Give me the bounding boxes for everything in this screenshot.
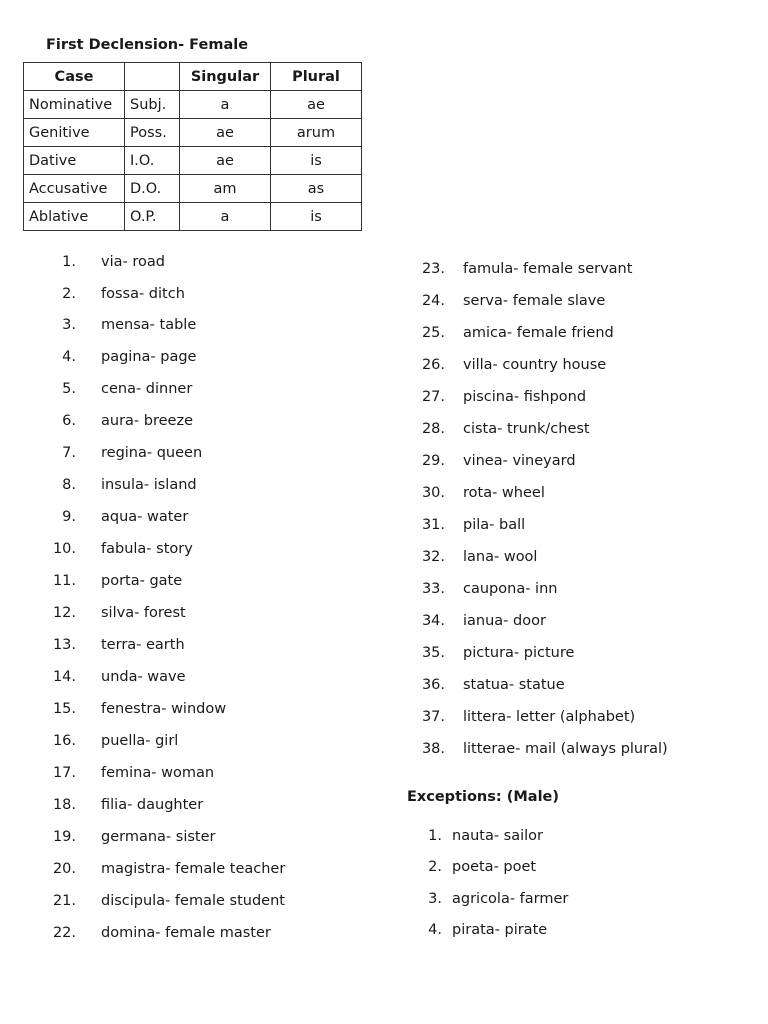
item-number: 9.	[62, 509, 76, 525]
item-text: regina- queen	[101, 445, 203, 461]
item-text: villa- country house	[463, 357, 607, 373]
column-header-case: Case	[24, 63, 125, 91]
role-cell: Poss.	[125, 119, 180, 147]
item-number: 7.	[62, 445, 76, 461]
item-text: amica- female friend	[463, 325, 614, 341]
item-text: porta- gate	[101, 573, 183, 589]
item-number: 8.	[62, 477, 76, 493]
item-number: 18.	[52, 797, 76, 813]
case-cell: Accusative	[24, 175, 125, 203]
declension-table	[23, 62, 362, 231]
case-cell: Ablative	[24, 203, 125, 231]
item-number: 13.	[52, 637, 76, 653]
item-number: 2.	[428, 859, 442, 875]
item-text: pagina- page	[101, 349, 197, 365]
item-text: domina- female master	[101, 925, 271, 941]
role-cell: D.O.	[125, 175, 180, 203]
item-number: 19.	[52, 829, 76, 845]
table-header-row	[24, 63, 362, 91]
item-text: silva- forest	[101, 605, 186, 621]
item-text: filia- daughter	[101, 797, 204, 813]
item-number: 11.	[52, 573, 76, 589]
singular-cell: a	[180, 91, 271, 119]
item-number: 1.	[428, 828, 442, 844]
item-number: 28.	[421, 421, 445, 437]
item-number: 25.	[421, 325, 445, 341]
column-header-singular: Singular	[180, 63, 271, 91]
item-number: 36.	[421, 677, 445, 693]
table-row	[24, 147, 362, 175]
role-cell: O.P.	[125, 203, 180, 231]
table-row	[24, 91, 362, 119]
item-text: lana- wool	[463, 549, 538, 565]
table-row	[24, 203, 362, 231]
item-text: pictura- picture	[463, 645, 575, 661]
item-text: pirata- pirate	[452, 922, 548, 938]
case-cell: Genitive	[24, 119, 125, 147]
item-text: agricola- farmer	[452, 891, 569, 907]
item-number: 16.	[52, 733, 76, 749]
singular-cell: a	[180, 203, 271, 231]
table-row	[24, 119, 362, 147]
item-number: 14.	[52, 669, 76, 685]
singular-cell: am	[180, 175, 271, 203]
item-text: puella- girl	[101, 733, 179, 749]
item-number: 4.	[428, 922, 442, 938]
role-cell: Subj.	[125, 91, 180, 119]
plural-cell: as	[271, 175, 362, 203]
item-number: 21.	[52, 893, 76, 909]
item-number: 37.	[421, 709, 445, 725]
exceptions-heading: Exceptions: (Male)	[407, 789, 560, 805]
item-number: 31.	[421, 517, 445, 533]
item-number: 33.	[421, 581, 445, 597]
item-number: 2.	[62, 286, 76, 302]
item-text: mensa- table	[101, 317, 197, 333]
item-number: 5.	[62, 381, 76, 397]
singular-cell: ae	[180, 119, 271, 147]
page-title: First Declension- Female	[46, 37, 249, 53]
item-number: 1.	[62, 254, 76, 270]
item-text: serva- female slave	[463, 293, 606, 309]
item-number: 3.	[62, 317, 76, 333]
singular-cell: ae	[180, 147, 271, 175]
item-text: via- road	[101, 254, 165, 270]
plural-cell: is	[271, 203, 362, 231]
item-number: 27.	[421, 389, 445, 405]
item-number: 12.	[52, 605, 76, 621]
item-number: 29.	[421, 453, 445, 469]
role-cell: I.O.	[125, 147, 180, 175]
item-text: magistra- female teacher	[101, 861, 286, 877]
item-text: famula- female servant	[463, 261, 633, 277]
item-number: 38.	[421, 741, 445, 757]
item-number: 22.	[52, 925, 76, 941]
plural-cell: is	[271, 147, 362, 175]
item-text: femina- woman	[101, 765, 215, 781]
item-text: statua- statue	[463, 677, 565, 693]
item-text: litterae- mail (always plural)	[463, 741, 668, 757]
item-number: 3.	[428, 891, 442, 907]
item-number: 34.	[421, 613, 445, 629]
item-text: littera- letter (alphabet)	[463, 709, 636, 725]
item-number: 26.	[421, 357, 445, 373]
item-text: fenestra- window	[101, 701, 227, 717]
item-number: 6.	[62, 413, 76, 429]
item-text: cena- dinner	[101, 381, 193, 397]
item-text: piscina- fishpond	[463, 389, 587, 405]
item-text: insula- island	[101, 477, 197, 493]
case-cell: Nominative	[24, 91, 125, 119]
item-text: cista- trunk/chest	[463, 421, 590, 437]
item-number: 35.	[421, 645, 445, 661]
table-row	[24, 175, 362, 203]
item-text: aura- breeze	[101, 413, 193, 429]
item-text: terra- earth	[101, 637, 185, 653]
item-number: 4.	[62, 349, 76, 365]
item-text: vinea- vineyard	[463, 453, 576, 469]
column-header-plural: Plural	[271, 63, 362, 91]
item-text: fabula- story	[101, 541, 193, 557]
item-text: discipula- female student	[101, 893, 285, 909]
item-text: ianua- door	[463, 613, 546, 629]
case-cell: Dative	[24, 147, 125, 175]
item-text: aqua- water	[101, 509, 189, 525]
plural-cell: arum	[271, 119, 362, 147]
item-number: 30.	[421, 485, 445, 501]
item-number: 23.	[421, 261, 445, 277]
item-number: 24.	[421, 293, 445, 309]
item-text: rota- wheel	[463, 485, 545, 501]
item-text: unda- wave	[101, 669, 186, 685]
item-number: 10.	[52, 541, 76, 557]
item-number: 17.	[52, 765, 76, 781]
item-text: fossa- ditch	[101, 286, 185, 302]
item-text: caupona- inn	[463, 581, 558, 597]
item-number: 20.	[52, 861, 76, 877]
item-number: 32.	[421, 549, 445, 565]
item-text: pila- ball	[463, 517, 526, 533]
item-text: poeta- poet	[452, 859, 537, 875]
item-text: nauta- sailor	[452, 828, 544, 844]
column-header-role	[125, 63, 180, 91]
item-number: 15.	[52, 701, 76, 717]
plural-cell: ae	[271, 91, 362, 119]
item-text: germana- sister	[101, 829, 216, 845]
